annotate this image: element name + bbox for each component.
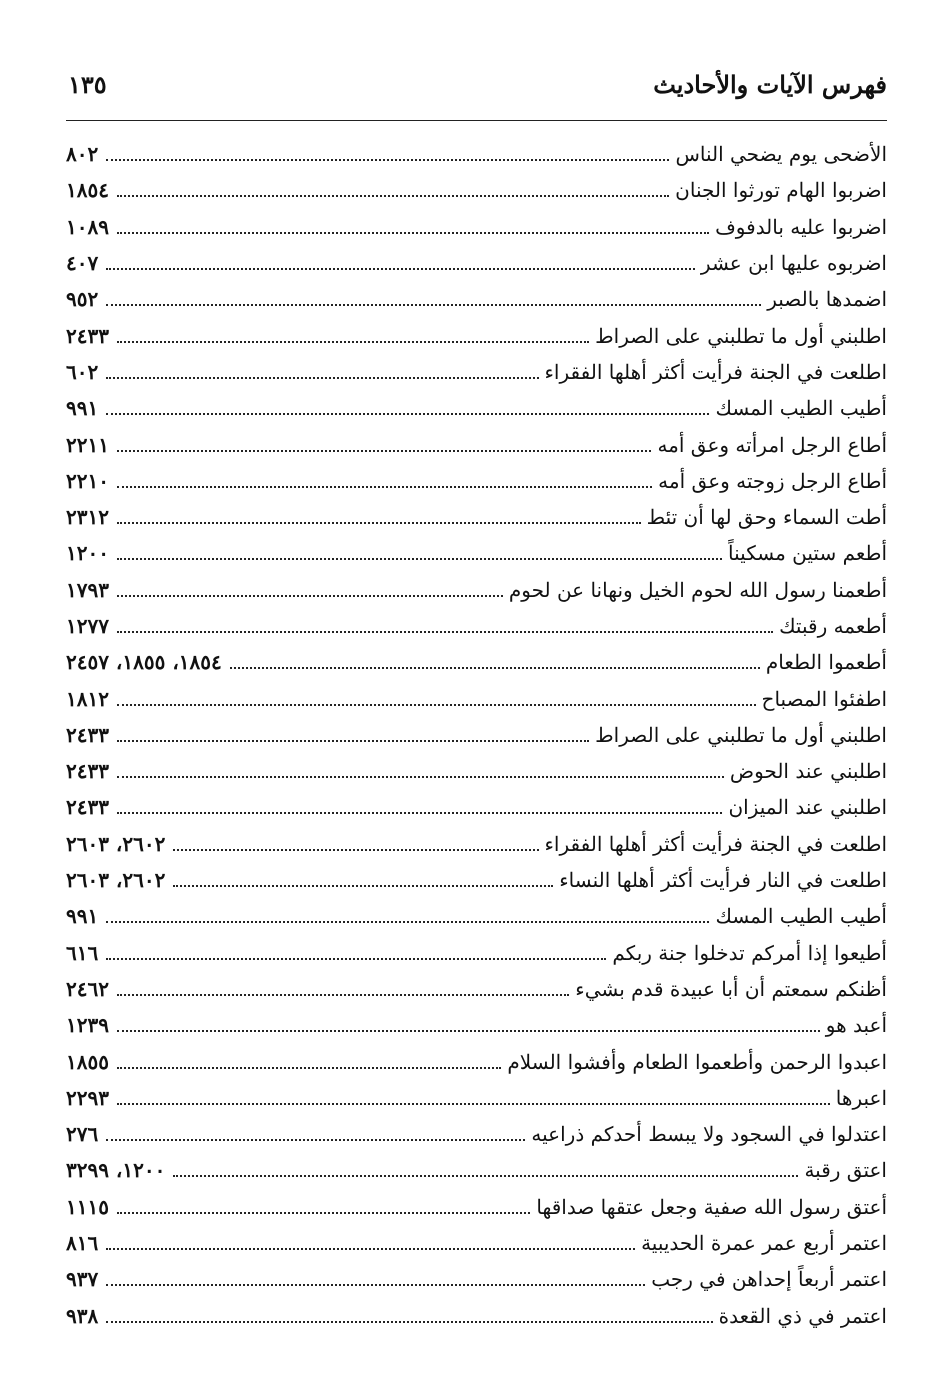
entry-text: أظنكم سمعتم أن أبا عبيدة قدم بشيء <box>575 976 887 1001</box>
index-entry <box>66 898 887 934</box>
dot-leader <box>106 268 695 270</box>
entry-refs: ٨٠٢ <box>66 142 99 167</box>
entry-refs: ١٢٣٩ <box>66 1013 109 1038</box>
index-entry <box>66 136 887 172</box>
entry-text: أطعم ستين مسكيناً <box>728 541 887 566</box>
page-header <box>66 66 887 106</box>
dot-leader <box>117 450 651 452</box>
entry-text: اطلعت في الجنة فرأيت أكثر أهلها الفقراء <box>544 359 887 384</box>
index-entry <box>66 463 887 499</box>
entry-refs: ١٠٨٩ <box>66 214 109 239</box>
index-entry <box>66 971 887 1007</box>
entry-text: اضربوا عليه بالدفوف <box>715 214 887 239</box>
entry-text: أطعموا الطعام <box>765 650 887 675</box>
dot-leader <box>117 522 641 524</box>
index-entry <box>66 1261 887 1297</box>
entry-refs: ٢٦٠٢، ٢٦٠٣ <box>66 868 166 893</box>
header-rule <box>66 120 887 121</box>
index-entry <box>66 680 887 716</box>
entry-text: اعبرها <box>835 1085 887 1110</box>
index-entry <box>66 535 887 571</box>
entry-refs: ١١١٥ <box>66 1194 109 1219</box>
index-entry <box>66 572 887 608</box>
entry-refs: ٦١٦ <box>66 940 99 965</box>
entry-refs: ٩٣٨ <box>66 1303 99 1328</box>
entry-refs: ٢٢٩٣ <box>66 1085 109 1110</box>
dot-leader <box>173 1175 798 1177</box>
entry-text: اعتدلوا في السجود ولا يبسط أحدكم ذراعيه <box>531 1122 887 1147</box>
entry-text: اضربوا الهام تورثوا الجنان <box>675 178 887 203</box>
index-entries <box>66 136 887 1334</box>
page-number: ١٣٥ <box>68 70 107 99</box>
entry-text: أطعمنا رسول الله لحوم الخيل ونهانا عن لحوم <box>508 577 887 602</box>
dot-leader <box>117 558 722 560</box>
index-entry <box>66 1189 887 1225</box>
entry-text: اضربوه عليها ابن عشر <box>700 251 887 276</box>
entry-text: اطلعت في الجنة فرأيت أكثر أهلها الفقراء <box>544 831 887 856</box>
dot-leader <box>106 304 761 306</box>
entry-refs: ٢٤٣٣ <box>66 759 109 784</box>
dot-leader <box>106 1139 525 1141</box>
entry-refs: ٦٠٢ <box>66 359 99 384</box>
entry-text: أطت السماء وحق لها أن تئط <box>646 505 887 530</box>
dot-leader <box>117 341 589 343</box>
index-entry <box>66 245 887 281</box>
entry-refs: ٢٣١٢ <box>66 505 109 530</box>
entry-refs: ٩٥٢ <box>66 287 99 312</box>
index-entry <box>66 354 887 390</box>
entry-text: أطعمه رقبتك <box>779 614 887 638</box>
entry-refs: ٤٠٧ <box>66 251 99 276</box>
entry-text: اطلبني أول ما تطلبني على الصراط <box>595 722 887 747</box>
entry-refs: ٨١٦ <box>66 1231 99 1256</box>
index-entry <box>66 1043 887 1079</box>
entry-refs: ١٨٥٤ <box>66 178 109 203</box>
entry-refs: ١٨٥٤، ١٨٥٥، ٢٤٥٧ <box>66 650 222 675</box>
dot-leader <box>173 885 553 887</box>
entry-refs: ٢٢١١ <box>66 432 109 457</box>
dot-leader <box>106 958 606 960</box>
index-entry <box>66 717 887 753</box>
index-entry <box>66 789 887 825</box>
dot-leader <box>106 1248 635 1250</box>
entry-text: اطلبني عند الميزان <box>728 795 887 820</box>
index-entry <box>66 1080 887 1116</box>
entry-text: أطيب الطيب المسك <box>715 904 887 929</box>
index-entry <box>66 426 887 462</box>
index-entry <box>66 1225 887 1261</box>
dot-leader <box>117 776 724 778</box>
index-entry <box>66 390 887 426</box>
dot-leader <box>173 849 538 851</box>
index-entry <box>66 1007 887 1043</box>
entry-refs: ١٧٩٣ <box>66 577 109 602</box>
entry-refs: ٩٩١ <box>66 904 99 929</box>
index-entry <box>66 1152 887 1188</box>
index-entry <box>66 209 887 245</box>
index-entry <box>66 172 887 208</box>
entry-refs: ١٢٠٠، ٣٢٩٩ <box>66 1158 166 1183</box>
entry-refs: ١٨٥٥ <box>66 1049 109 1074</box>
entry-text: أطيعوا إذا أمركم تدخلوا جنة ربكم <box>612 940 887 965</box>
index-entry <box>66 1298 887 1334</box>
index-entry <box>66 826 887 862</box>
index-entry <box>66 644 887 680</box>
entry-text: اطلبني أول ما تطلبني على الصراط <box>595 323 887 348</box>
index-entry <box>66 753 887 789</box>
index-entry <box>66 281 887 317</box>
index-entry <box>66 317 887 353</box>
entry-refs: ٢٦٠٢، ٢٦٠٣ <box>66 831 166 856</box>
dot-leader <box>117 1103 830 1105</box>
index-entry <box>66 1116 887 1152</box>
entry-text: اعتمر أربع عمر عمرة الحديبية <box>641 1231 887 1256</box>
running-title: فهرس الآيات والأحاديث <box>653 70 887 99</box>
index-entry <box>66 862 887 898</box>
entry-text: أطاع الرجل زوجته وعق أمه <box>658 468 887 493</box>
entry-refs: ١٨١٢ <box>66 686 109 711</box>
entry-text: اعتمر أربعاً إحداهن في رجب <box>651 1267 887 1292</box>
dot-leader <box>117 1030 820 1032</box>
index-entry <box>66 935 887 971</box>
dot-leader <box>117 994 569 996</box>
dot-leader <box>117 486 652 488</box>
dot-leader <box>117 1067 501 1069</box>
index-entry <box>66 499 887 535</box>
dot-leader <box>117 195 669 197</box>
entry-text: اضمدها بالصبر <box>767 287 887 312</box>
dot-leader <box>117 812 722 814</box>
entry-refs: ١٢٠٠ <box>66 541 109 566</box>
entry-text: أعتق رسول الله صفية وجعل عتقها صداقها <box>536 1194 887 1219</box>
entry-text: اطفئوا المصباح <box>761 686 887 711</box>
entry-refs: ١٢٧٧ <box>66 614 109 638</box>
dot-leader <box>230 667 760 669</box>
entry-text: أطيب الطيب المسك <box>715 396 887 421</box>
entry-refs: ٢٤٦٢ <box>66 976 109 1001</box>
dot-leader <box>117 1212 530 1214</box>
dot-leader <box>117 704 756 706</box>
entry-refs: ٢٤٣٣ <box>66 323 109 348</box>
entry-refs: ٢٤٣٣ <box>66 795 109 820</box>
dot-leader <box>117 232 709 234</box>
entry-refs: ٩٣٧ <box>66 1267 99 1292</box>
dot-leader <box>106 377 538 379</box>
dot-leader <box>106 1284 645 1286</box>
dot-leader <box>117 740 589 742</box>
entry-text: اطلبني عند الحوض <box>729 759 887 784</box>
entry-text: اعبدوا الرحمن وأطعموا الطعام وأفشوا السلام <box>507 1049 887 1074</box>
dot-leader <box>106 159 669 161</box>
entry-refs: ٩٩١ <box>66 396 99 421</box>
entry-text: الأضحى يوم يضحي الناس <box>675 142 887 167</box>
entry-text: أعبد هو <box>825 1013 887 1038</box>
dot-leader <box>106 413 709 415</box>
entry-text: اعتمر في ذي القعدة <box>718 1303 887 1328</box>
entry-refs: ٢٤٣٣ <box>66 722 109 747</box>
dot-leader <box>106 1321 712 1323</box>
index-entry <box>66 608 887 644</box>
dot-leader <box>117 595 503 597</box>
entry-refs: ٢٢١٠ <box>66 468 109 493</box>
entry-refs: ٢٧٦ <box>66 1122 99 1147</box>
entry-text: أطاع الرجل امرأته وعق أمه <box>657 432 887 457</box>
dot-leader <box>117 631 773 633</box>
entry-text: اطلعت في النار فرأيت أكثر أهلها النساء <box>559 868 887 893</box>
dot-leader <box>106 921 709 923</box>
entry-text: اعتق رقبة <box>804 1158 887 1183</box>
